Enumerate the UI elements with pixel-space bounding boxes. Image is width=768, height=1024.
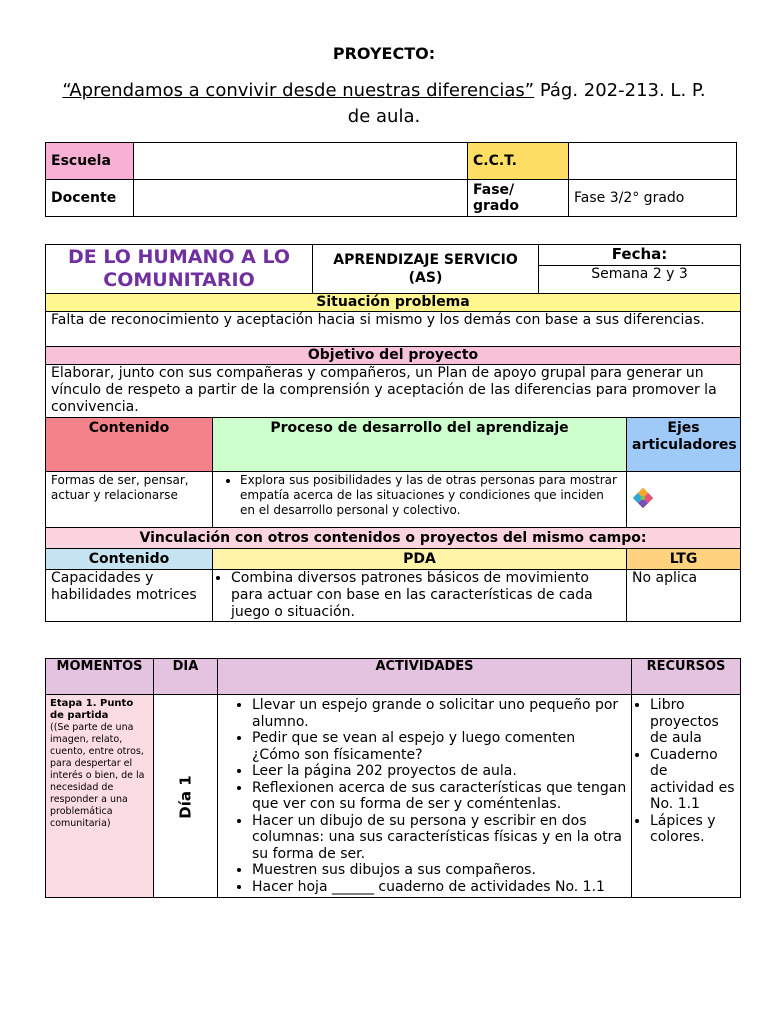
list-item: • Pedir que se vean al espejo y luego comenten ¿Cómo son físicamente? (252, 730, 627, 763)
v-contenido-text: Capacidades y habilidades motrices (46, 570, 213, 622)
proceso-text: • Explora sus posibilidades y las de otras personas para mostrar empatía acerca de las situaciones y condiciones que inciden en el desarrollo personal y colectivo. (240, 473, 621, 518)
docente-label: Docente (46, 180, 134, 217)
fase-label: Fase/ grado (468, 180, 569, 217)
v-ltg-header: LTG (627, 549, 741, 570)
cct-label: C.C.T. (468, 143, 569, 180)
proceso-header: Proceso de desarrollo del aprendizaje (213, 418, 627, 472)
project-name: “Aprendamos a convivir desde nuestras diferencias” (62, 80, 535, 101)
activities-table (45, 658, 741, 898)
situacion-label: Situación problema (46, 294, 741, 312)
project-pages: Pág. 202-213. L. P. de aula. (347, 80, 706, 127)
proceso-cell (213, 472, 627, 528)
dia-cell (154, 695, 218, 898)
v-pda-text: • Combina diversos patrones básicos de movimiento para actuar con base en las características de cada juego o situación. (231, 570, 621, 621)
list-item: • Muestren sus dibujos a sus compañeros. (252, 862, 627, 879)
list-item: • Libro proyectos de aula (650, 697, 736, 747)
vinculacion-label: Vinculación con otros contenidos o proyectos del mismo campo: (46, 528, 741, 549)
project-table (45, 244, 741, 622)
escuela-value[interactable] (134, 143, 468, 180)
list-item: • Leer la página 202 proyectos de aula. (252, 763, 627, 780)
cct-value[interactable] (569, 143, 737, 180)
etapa-desc: ((Se parte de una imagen, relato, cuento, entre otros, para despertar el interés o bien, de la necesidad de responder a una problemática comunitaria) (50, 722, 145, 829)
recursos-cell (632, 695, 741, 898)
list-item: • Cuaderno de actividad es No. 1.1 (650, 747, 736, 813)
dia-header: DIA (154, 659, 218, 695)
objetivo-text: Elaborar, junto con sus compañeras y compañeros, un Plan de apoyo grupal para generar un vínculo de respeto a partir de la comprensión y aceptación de las diferencias para promover la convivencia. (46, 365, 741, 418)
ejes-cell (627, 472, 741, 528)
resources-list (636, 697, 736, 846)
page-title: PROYECTO: (332, 44, 436, 63)
project-subtitle (60, 78, 708, 130)
actividades-header: ACTIVIDADES (218, 659, 632, 695)
escuela-label: Escuela (46, 143, 134, 180)
etapa-cell (46, 695, 154, 898)
fecha-value: Semana 2 y 3 (539, 265, 741, 293)
objetivo-label: Objetivo del proyecto (46, 347, 741, 365)
v-pda-cell (213, 570, 627, 622)
v-contenido-header: Contenido (46, 549, 213, 570)
situacion-text: Falta de reconocimiento y aceptación hacia si mismo y los demás con base a sus diferencias. (46, 312, 741, 347)
list-item: • Llevar un espejo grande o solicitar uno pequeño por alumno. (252, 697, 627, 730)
list-item: • Hacer hoja ______ cuaderno de actividades No. 1.1 (252, 879, 627, 896)
v-pda-header: PDA (213, 549, 627, 570)
metodologia: APRENDIZAJE SERVICIO (AS) (313, 245, 539, 294)
ejes-header: Ejes articuladores (627, 418, 741, 472)
school-info-table (45, 142, 737, 217)
momentos-header: MOMENTOS (46, 659, 154, 695)
v-ltg-text: No aplica (627, 570, 741, 622)
recursos-header: RECURSOS (632, 659, 741, 695)
fecha-label: Fecha: (539, 245, 741, 266)
list-item: • Hacer un dibujo de su persona y escribir en dos columnas: una sus características físicas y en la otra su forma de ser. (252, 813, 627, 863)
colorful-diamond-icon (632, 487, 654, 509)
docente-value[interactable] (134, 180, 468, 217)
activities-list (222, 697, 627, 895)
contenido-text: Formas de ser, pensar, actuar y relacionarse (46, 472, 213, 528)
contenido-header: Contenido (46, 418, 213, 472)
campo-formativo: DE LO HUMANO A LO COMUNITARIO (46, 245, 313, 294)
etapa-title: Etapa 1. Punto de partida (50, 698, 134, 721)
list-item: • Lápices y colores. (650, 813, 736, 846)
dia-label: Día 1 (176, 774, 195, 819)
actividades-cell (218, 695, 632, 898)
list-item: • Reflexionen acerca de sus características que tengan que ver con su forma de ser y coméntenlas. (252, 780, 627, 813)
fase-value: Fase 3/2° grado (569, 180, 737, 217)
